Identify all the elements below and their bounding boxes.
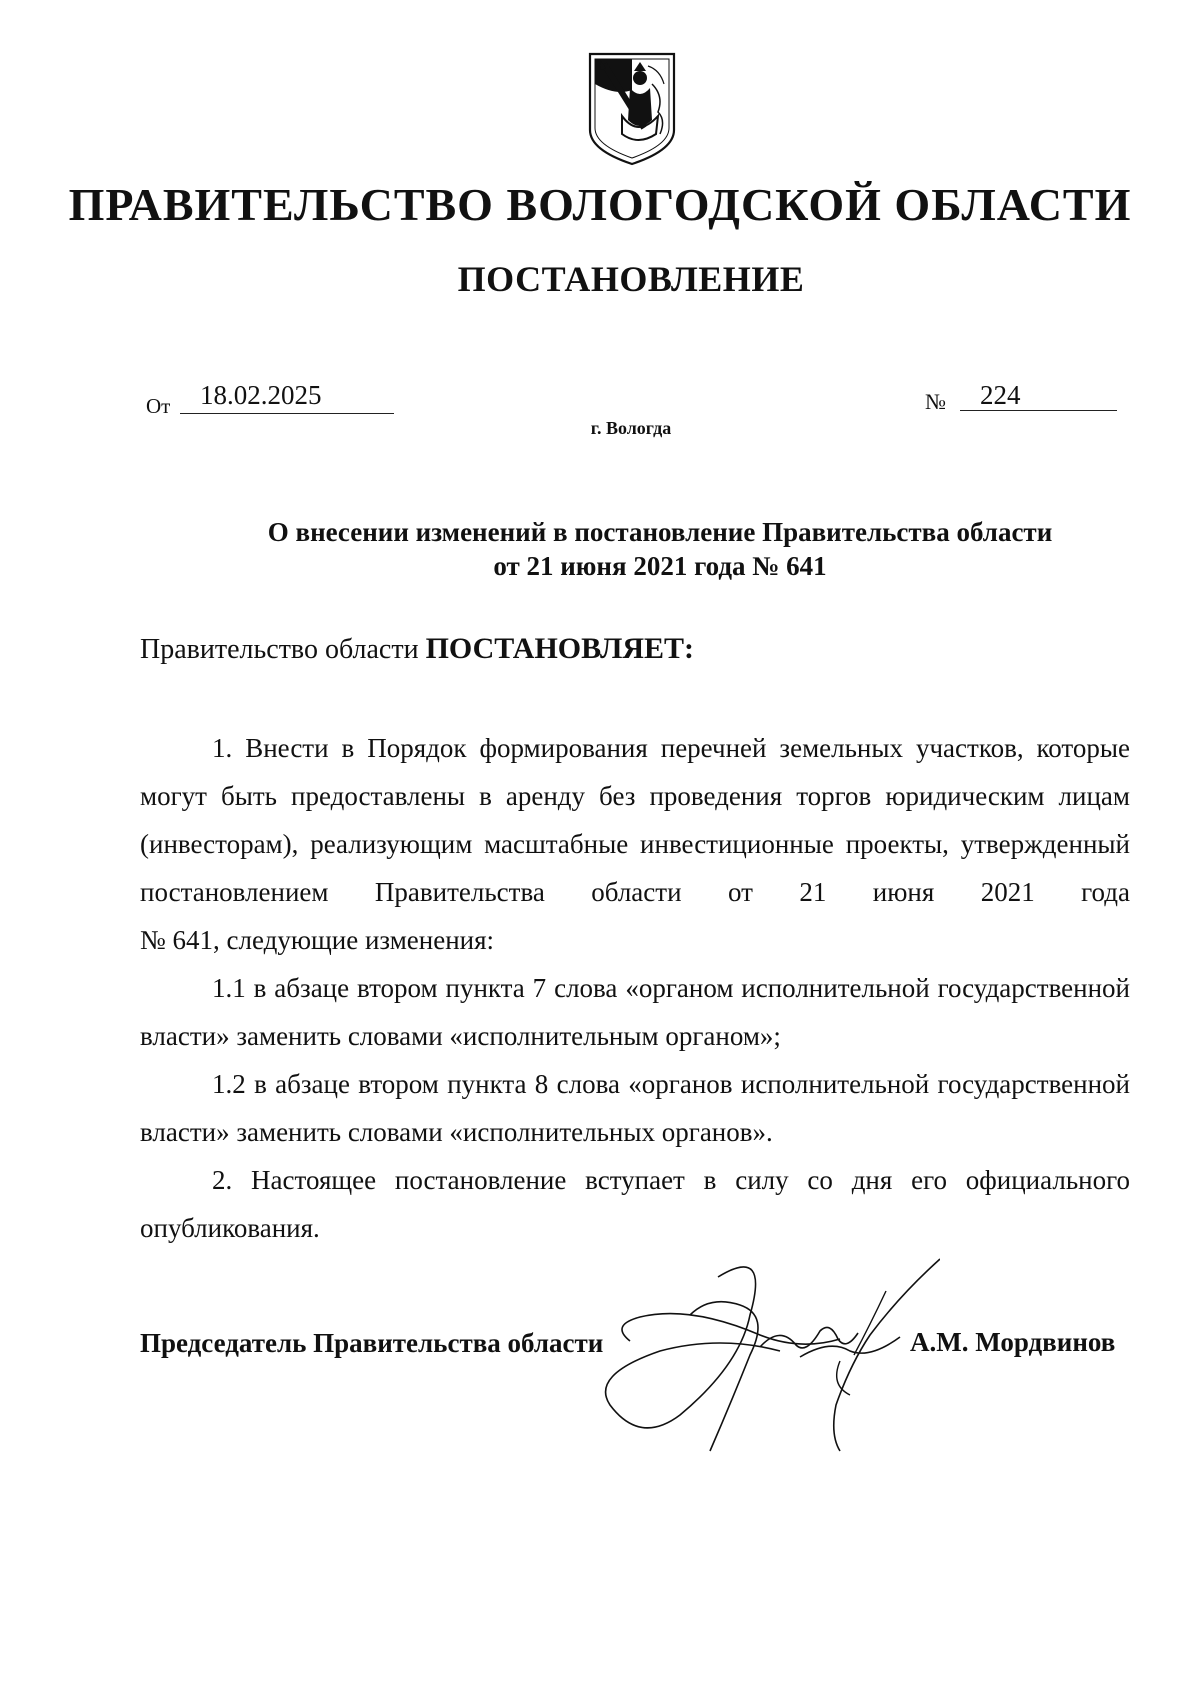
signer-name: А.М. Мордвинов <box>910 1327 1116 1357</box>
date-label: От <box>146 394 171 418</box>
document-number: 224 <box>980 380 1021 410</box>
decree-lead-bold: ПОСТАНОВЛЯЕТ: <box>425 632 695 665</box>
handwritten-signature-icon <box>600 1255 940 1455</box>
organization-title: ПРАВИТЕЛЬСТВО ВОЛОГОДСКОЙ ОБЛАСТИ <box>68 179 1132 230</box>
date-underline <box>180 413 394 414</box>
paragraph-1: 1. Внести в Порядок формирования перечней земельных участков, которые могут быть предоставлены в аренду без проведения торгов юридическим лицам (инвесторам), реализующим масштабные инвестиционные проекты, утвержденный постановлением Правительства области от 21 июня 2021 года <box>140 733 1130 907</box>
signer-position: Председатель Правительства области <box>140 1328 604 1358</box>
paragraph-1-2: 1.2 в абзаце втором пункта 8 слова «органов исполнительной государственной власти» заменить словами «исполнительных органов». <box>140 1069 1130 1147</box>
subject-line-2: от 21 июня 2021 года № 641 <box>493 551 827 581</box>
document-type: ПОСТАНОВЛЕНИЕ <box>457 259 805 299</box>
decree-lead <box>140 632 694 666</box>
paragraph-1-1: 1.1 в абзаце втором пункта 7 слова «органом исполнительной государственной власти» заменить словами «исполнительным органом»; <box>140 973 1130 1051</box>
paragraph-2: 2. Настоящее постановление вступает в силу со дня его официального опубликования. <box>140 1165 1130 1243</box>
document-date: 18.02.2025 <box>200 380 322 410</box>
document-body <box>140 724 1130 1252</box>
number-underline <box>960 410 1117 411</box>
subject-line-1: О внесении изменений в постановление Правительства области <box>267 517 1053 547</box>
paragraph-1-end: № 641, следующие изменения: <box>140 925 495 955</box>
coat-of-arms-icon <box>586 50 678 168</box>
decree-lead-text: Правительство области <box>140 634 419 665</box>
number-label: № <box>925 389 946 414</box>
city: г. Вологда <box>590 418 672 438</box>
document-subject <box>200 515 1120 583</box>
